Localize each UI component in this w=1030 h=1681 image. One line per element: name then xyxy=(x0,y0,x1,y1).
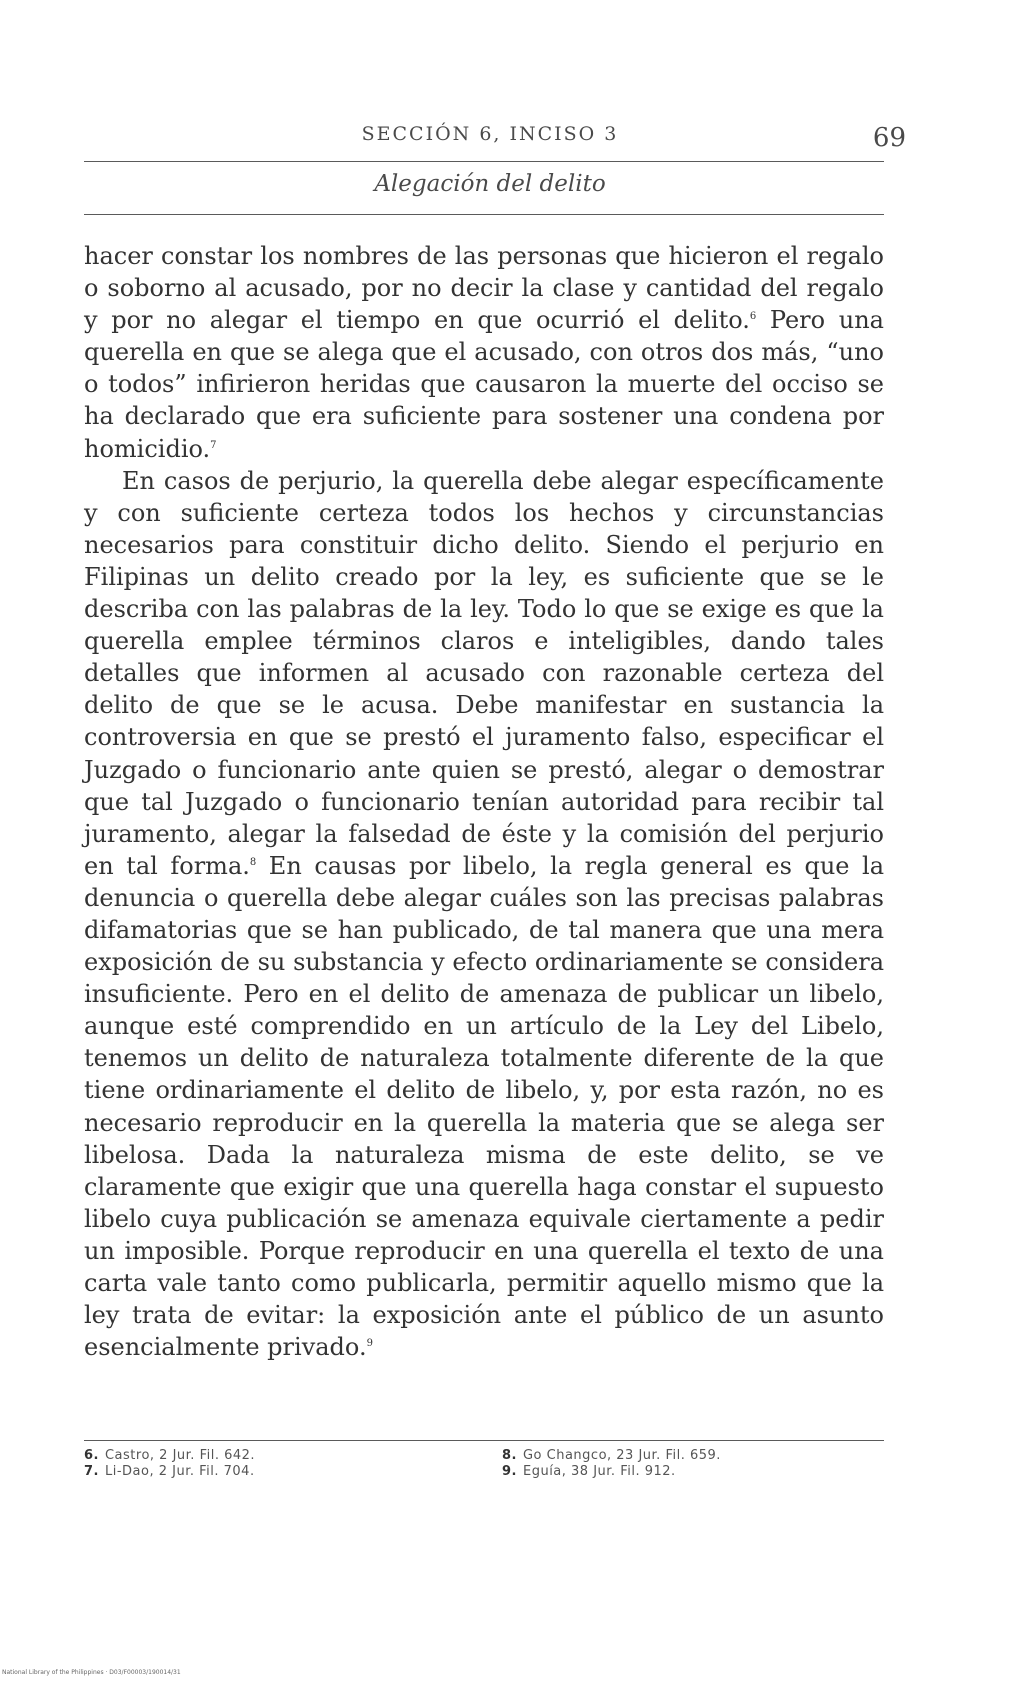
footnote-ref-6: 6 xyxy=(749,311,757,323)
subtitle-rule xyxy=(84,214,884,215)
page-number: 69 xyxy=(872,123,906,153)
paragraph-2-part-b: En causas por libelo, la regla general es que la denuncia o querella debe alegar cuáles son las precisas palabras difamatorias que se han publicado, de tal manera que una mera exposición de su substancia y efecto ordinariamente se considera insuficiente. Pero en el delito de amenaza de publicar un libelo, aunque esté comprendido en un artículo de la Ley del Libelo, tenemos un delito de naturaleza totalmente diferente de la que tiene ordinariamente el delito de libelo, y, por esta razón, no es necesario reproducir en la querella la materia que se alega ser libelosa. Dada la naturaleza misma de este delito, se ve claramente que exigir que una querella haga constar el supuesto libelo cuya publicación se amenaza equivale ciertamente a pedir un imposible. Porque reproducir en una querella el texto de una carta vale tanto como publicarla, permitir aquello mismo que la ley trata de evitar: la exposición ante el público de un asunto esencialmente privado. xyxy=(84,851,885,1362)
footnote-ref-8: 8 xyxy=(249,856,257,868)
paragraph-1-part-b: Pero una querella en que se alega que el acusado, con otros dos más, “uno o todos” infirieron heridas que causaron la muerte del occiso se ha declarado que era suficiente para sostener una condena por homicidio. xyxy=(84,306,884,463)
footnote-number: 9. xyxy=(502,1464,517,1479)
paragraph-1 xyxy=(84,240,884,465)
footnote-7 xyxy=(84,1464,504,1480)
footnote-number: 6. xyxy=(84,1448,99,1463)
scan-imprint: National Library of the Philippines · D03/F00003/190014/31 xyxy=(2,1669,181,1676)
footnote-rule xyxy=(84,1440,884,1441)
footnote-text: Go Changco, 23 Jur. Fil. 659. xyxy=(522,1448,721,1463)
footnote-number: 8. xyxy=(502,1448,517,1463)
footnote-text: Eguía, 38 Jur. Fil. 912. xyxy=(522,1464,676,1479)
footnote-text: Li-Dao, 2 Jur. Fil. 704. xyxy=(104,1464,255,1479)
paragraph-2 xyxy=(84,465,884,1364)
footnote-8 xyxy=(502,1448,922,1464)
footnotes-left-column xyxy=(84,1448,504,1480)
paragraph-2-part-a: En casos de perjurio, la querella debe alegar específicamente y con suficiente certeza todos los hechos y circunstancias necesarios para constituir dicho delito. Siendo el perjurio en Filipinas un delito creado por la ley, es suficiente que se le describa con las palabras de la ley. Todo lo que se exige es que la querella emplee términos claros e inteligibles, dando tales detalles que informen al acusado con razonable certeza del delito de que se le acusa. Debe manifestar en sustancia la controversia en que se prestó el juramento falso, especificar el Juzgado o funcionario ante quien se prestó, alegar o demostrar que tal Juzgado o funcionario tenían autoridad para recibir tal juramento, alegar la falsedad de éste y la comisión del perjurio en tal forma. xyxy=(84,466,884,880)
footnote-ref-9: 9 xyxy=(366,1338,373,1350)
section-subtitle: Alegación del delito xyxy=(374,171,606,197)
footnote-ref-7: 7 xyxy=(210,439,217,451)
body-text xyxy=(84,240,884,1363)
footnote-9 xyxy=(502,1464,922,1480)
running-title: SECCIÓN 6, INCISO 3 xyxy=(361,123,619,145)
footnote-number: 7. xyxy=(84,1464,99,1479)
footnote-text: Castro, 2 Jur. Fil. 642. xyxy=(104,1448,256,1463)
footnote-6 xyxy=(84,1448,504,1464)
paragraph-1-part-a: hacer constar los nombres de las personas que hicieron el regalo o soborno al acusado, por no decir la clase y cantidad del regalo y por no alegar el tiempo en que ocurrió el delito. xyxy=(84,242,884,335)
header-rule xyxy=(84,161,884,162)
footnotes-right-column xyxy=(502,1448,922,1480)
